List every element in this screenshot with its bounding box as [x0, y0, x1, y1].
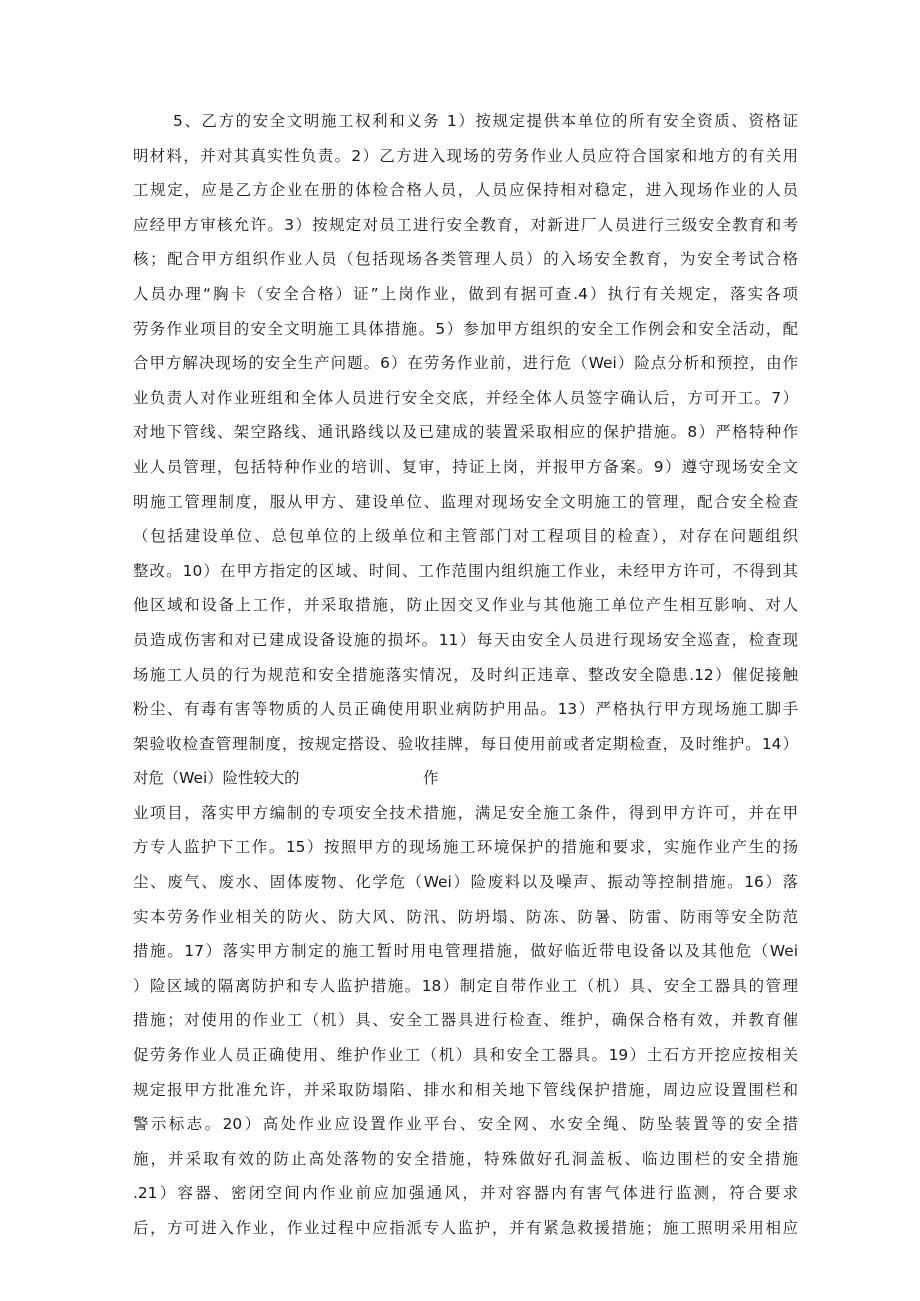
body-text	[133, 104, 798, 1246]
text-line: 应经甲方审核允许。3）按规定对员工进行安全教育，对新进厂人员进行三级安全教育和考	[133, 215, 798, 234]
text-line: 人员办理“胸卡（安全合格）证”上岗作业，做到有据可查.4）执行有关规定，落实各项	[133, 284, 798, 303]
text-line: 粉尘、有毒有害等物质的人员正确使用职业病防护用品。13）严格执行甲方现场施工脚手	[133, 700, 798, 719]
text-line: 后，方可进入作业，作业过程中应指派专人监护，并有紧急救援措施；施工照明采用相应	[133, 1219, 798, 1237]
text-line: 措施。17）落实甲方制定的施工暂时用电管理措施，做好临近带电设备以及其他危（Wei	[133, 942, 798, 961]
text-segment: 作	[423, 769, 439, 788]
text-line: 核；配合甲方组织作业人员（包括现场各类管理人员）的入场安全教育，为安全考试合格	[133, 250, 798, 269]
text-line: 促劳务作业人员正确使用、维护作业工（机）具和安全工器具。19）土石方开挖应按相关	[133, 1046, 798, 1065]
text-line: 架验收检查管理制度，按规定搭设、验收挂牌，每日使用前或者定期检查，及时维护。14）	[133, 734, 798, 753]
text-line: 员造成伤害和对已建成设备设施的损坏。11）每天由安全人员进行现场安全巡查，检查现	[133, 630, 798, 649]
text-line: 他区域和设备上工作，并采取措施，防止因交叉作业与其他施工单位产生相互影响、对人	[133, 596, 798, 615]
text-line: 业人员管理，包括特种作业的培训、复审，持证上岗，并报甲方备案。9）遵守现场安全文	[133, 457, 798, 476]
text-line: 业负责人对作业班组和全体人员进行安全交底，并经全体人员签字确认后，方可开工。7）	[133, 388, 798, 407]
text-line: 整改。10）在甲方指定的区域、时间、工作范围内组织施工作业，未经甲方许可，不得到其	[133, 561, 798, 580]
text-line: （包括建设单位、总包单位的上级单位和主管部门对工程项目的检查），对存在问题组织	[133, 527, 798, 546]
text-line-with-gap	[133, 761, 798, 796]
text-line: 尘、废气、废水、固体废物、化学危（Wei）险废料以及噪声、振动等控制措施。16）落	[133, 873, 798, 892]
text-line: 规定报甲方批准允许，并采取防塌陷、排水和相关地下管线保护措施，周边应设置围栏和	[133, 1080, 798, 1099]
text-line: 5、乙方的安全文明施工权利和义务 1）按规定提供本单位的所有安全资质、资格证	[173, 112, 798, 130]
text-segment: 对危（Wei）险性较大的	[133, 769, 300, 788]
text-line: ）险区域的隔离防护和专人监护措施。18）制定自带作业工（机）具、安全工器具的管理	[133, 976, 798, 995]
text-line: 业项目，落实甲方编制的专项安全技术措施，满足安全施工条件，得到甲方许可，并在甲	[133, 803, 798, 822]
text-line: 方专人监护下工作。15）按照甲方的现场施工环境保护的措施和要求，实施作业产生的扬	[133, 838, 798, 857]
text-line: 措施；对使用的作业工（机）具、安全工器具进行检查、维护，确保合格有效，并教育催	[133, 1011, 798, 1030]
text-line: 实本劳务作业相关的防火、防大风、防汛、防坍塌、防冻、防暑、防雷、防雨等安全防范	[133, 907, 798, 926]
text-line: 警示标志。20）高处作业应设置作业平台、安全网、水安全绳、防坠装置等的安全措	[133, 1115, 798, 1134]
text-line: 合甲方解决现场的安全生产问题。6）在劳务作业前，进行危（Wei）险点分析和预控，由作	[133, 354, 798, 373]
text-line: 明施工管理制度，服从甲方、建设单位、监理对现场安全文明施工的管理，配合安全检查	[133, 492, 798, 511]
text-line: 施，并采取有效的防止高处落物的安全措施，特殊做好孔洞盖板、临边围栏的安全措施	[133, 1149, 798, 1168]
text-line: 工规定，应是乙方企业在册的体检合格人员，人员应保持相对稳定，进入现场作业的人员	[133, 181, 798, 200]
text-line: 场施工人员的行为规范和安全措施落实情况，及时纠正违章、整改安全隐患.12）催促接触	[133, 665, 798, 684]
text-line: 明材料，并对其真实性负责。2）乙方进入现场的劳务作业人员应符合国家和地方的有关用	[133, 146, 798, 165]
text-line: .21）容器、密闭空间内作业前应加强通风，并对容器内有害气体进行监测，符合要求	[133, 1184, 798, 1203]
text-line: 劳务作业项目的安全文明施工具体措施。5）参加甲方组织的安全工作例会和安全活动，配	[133, 319, 798, 338]
text-line: 对地下管线、架空路线、通讯路线以及已建成的装置采取相应的保护措施。8）严格特种作	[133, 423, 798, 442]
